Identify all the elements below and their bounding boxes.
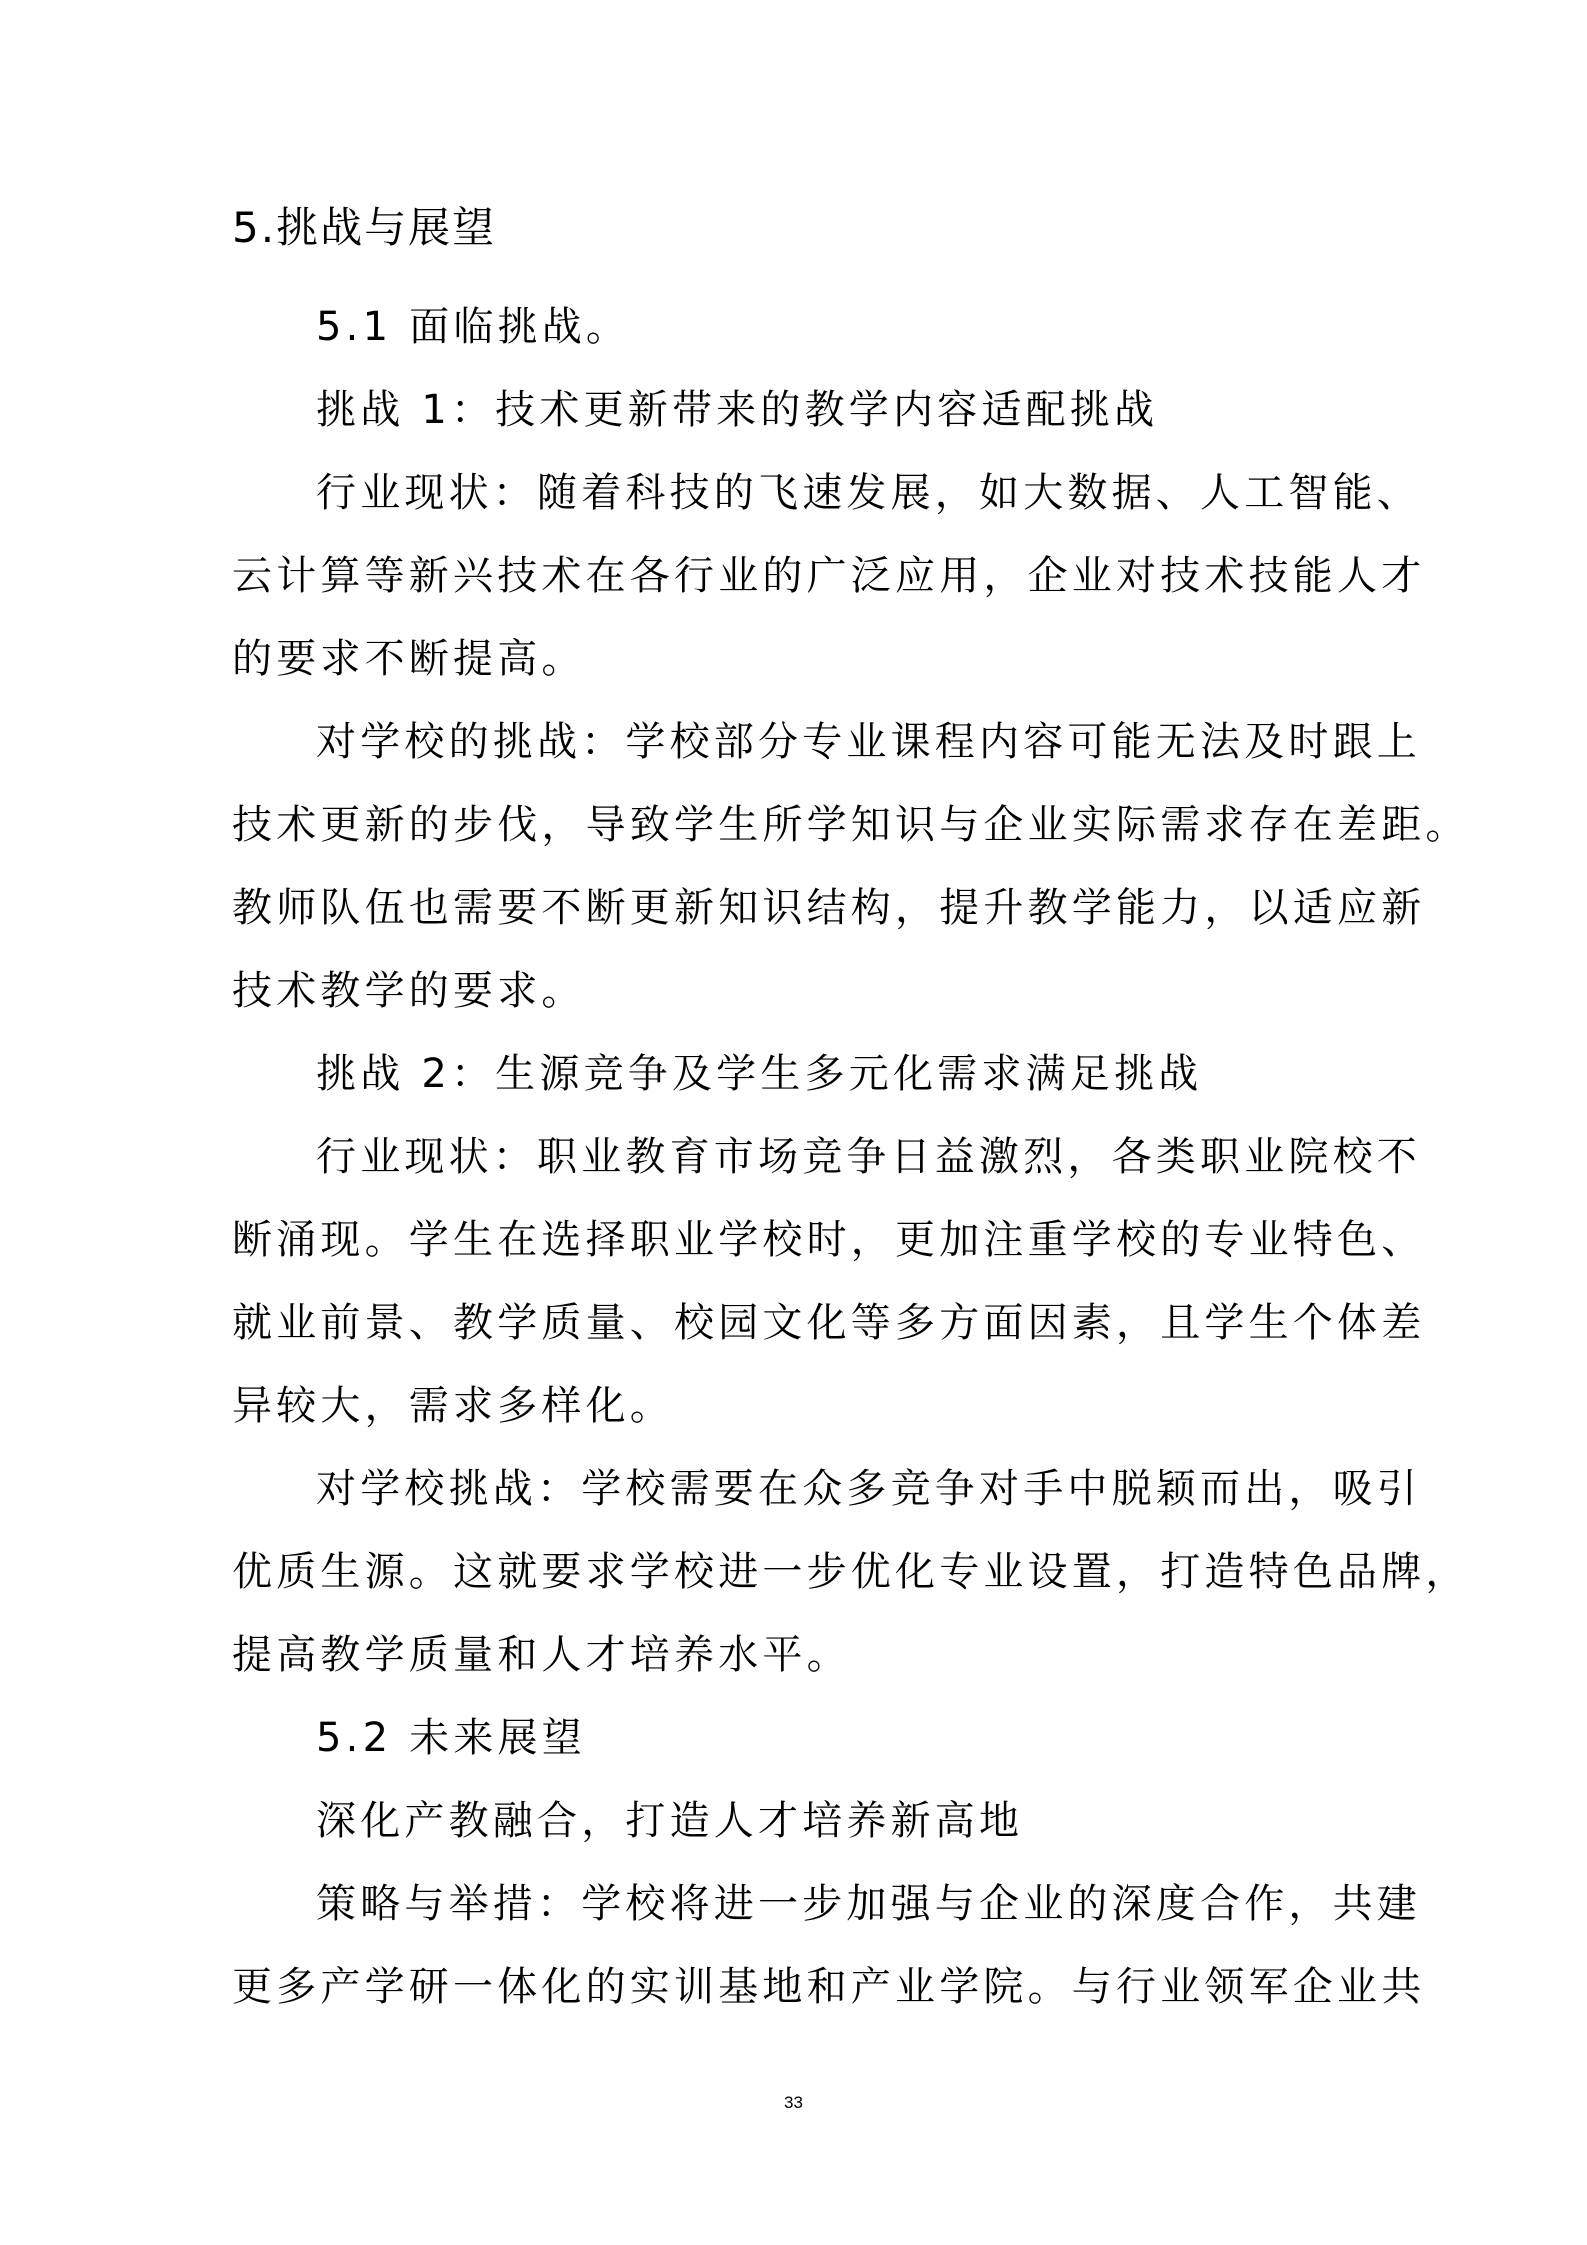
paragraph-line: 优质生源。这就要求学校进一步优化专业设置，打造特色品牌，	[232, 1549, 1470, 1595]
paragraph-line: 对学校挑战：学校需要在众多竞争对手中脱颖而出，吸引	[316, 1466, 1421, 1512]
paragraph-line: 更多产学研一体化的实训基地和产业学院。与行业领军企业共	[232, 1964, 1426, 2010]
challenge-2-school-challenge	[232, 1448, 1470, 1697]
paragraph-line: 教师队伍也需要不断更新知识结构，提升教学能力，以适应新	[232, 885, 1426, 931]
subsection-title-outlook: 5.2 未来展望	[316, 1715, 586, 1761]
paragraph-line: 的要求不断提高。	[232, 636, 586, 682]
page-number: 33	[784, 2093, 803, 2112]
paragraph-line: 云计算等新兴技术在各行业的广泛应用，企业对技术技能人才	[232, 553, 1426, 599]
paragraph-line: 策略与举措：学校将进一步加强与企业的深度合作，共建	[316, 1881, 1421, 1927]
paragraph-line: 行业现状：随着科技的飞速发展，如大数据、人工智能、	[316, 470, 1421, 516]
paragraph-line: 技术教学的要求。	[232, 968, 586, 1014]
challenge-2-industry-status	[232, 1116, 1426, 1448]
paragraph-line: 行业现状：职业教育市场竞争日益激烈，各类职业院校不	[316, 1134, 1421, 1180]
paragraph-line: 断涌现。学生在选择职业学校时，更加注重学校的专业特色、	[232, 1217, 1426, 1263]
paragraph-line: 对学校的挑战：学校部分专业课程内容可能无法及时跟上	[316, 719, 1421, 765]
paragraph-line: 异较大，需求多样化。	[232, 1383, 674, 1429]
challenge-2-title: 挑战 2：生源竞争及学生多元化需求满足挑战	[316, 1051, 1203, 1097]
outlook-1-strategy	[232, 1863, 1426, 2029]
outlook-1-title: 深化产教融合，打造人才培养新高地	[316, 1798, 1024, 1844]
challenge-1-title: 挑战 1：技术更新带来的教学内容适配挑战	[316, 387, 1159, 433]
paragraph-line: 技术更新的步伐，导致学生所学知识与企业实际需求存在差距。	[232, 802, 1470, 848]
section-title: 5.挑战与展望	[232, 203, 497, 252]
paragraph-line: 提高教学质量和人才培养水平。	[232, 1632, 851, 1678]
page-content	[232, 200, 1470, 2029]
challenge-1-industry-status	[232, 452, 1426, 701]
subsection-title-challenges: 5.1 面临挑战。	[316, 304, 631, 350]
paragraph-line: 就业前景、教学质量、校园文化等多方面因素，且学生个体差	[232, 1300, 1426, 1346]
challenge-1-school-challenge	[232, 701, 1470, 1033]
